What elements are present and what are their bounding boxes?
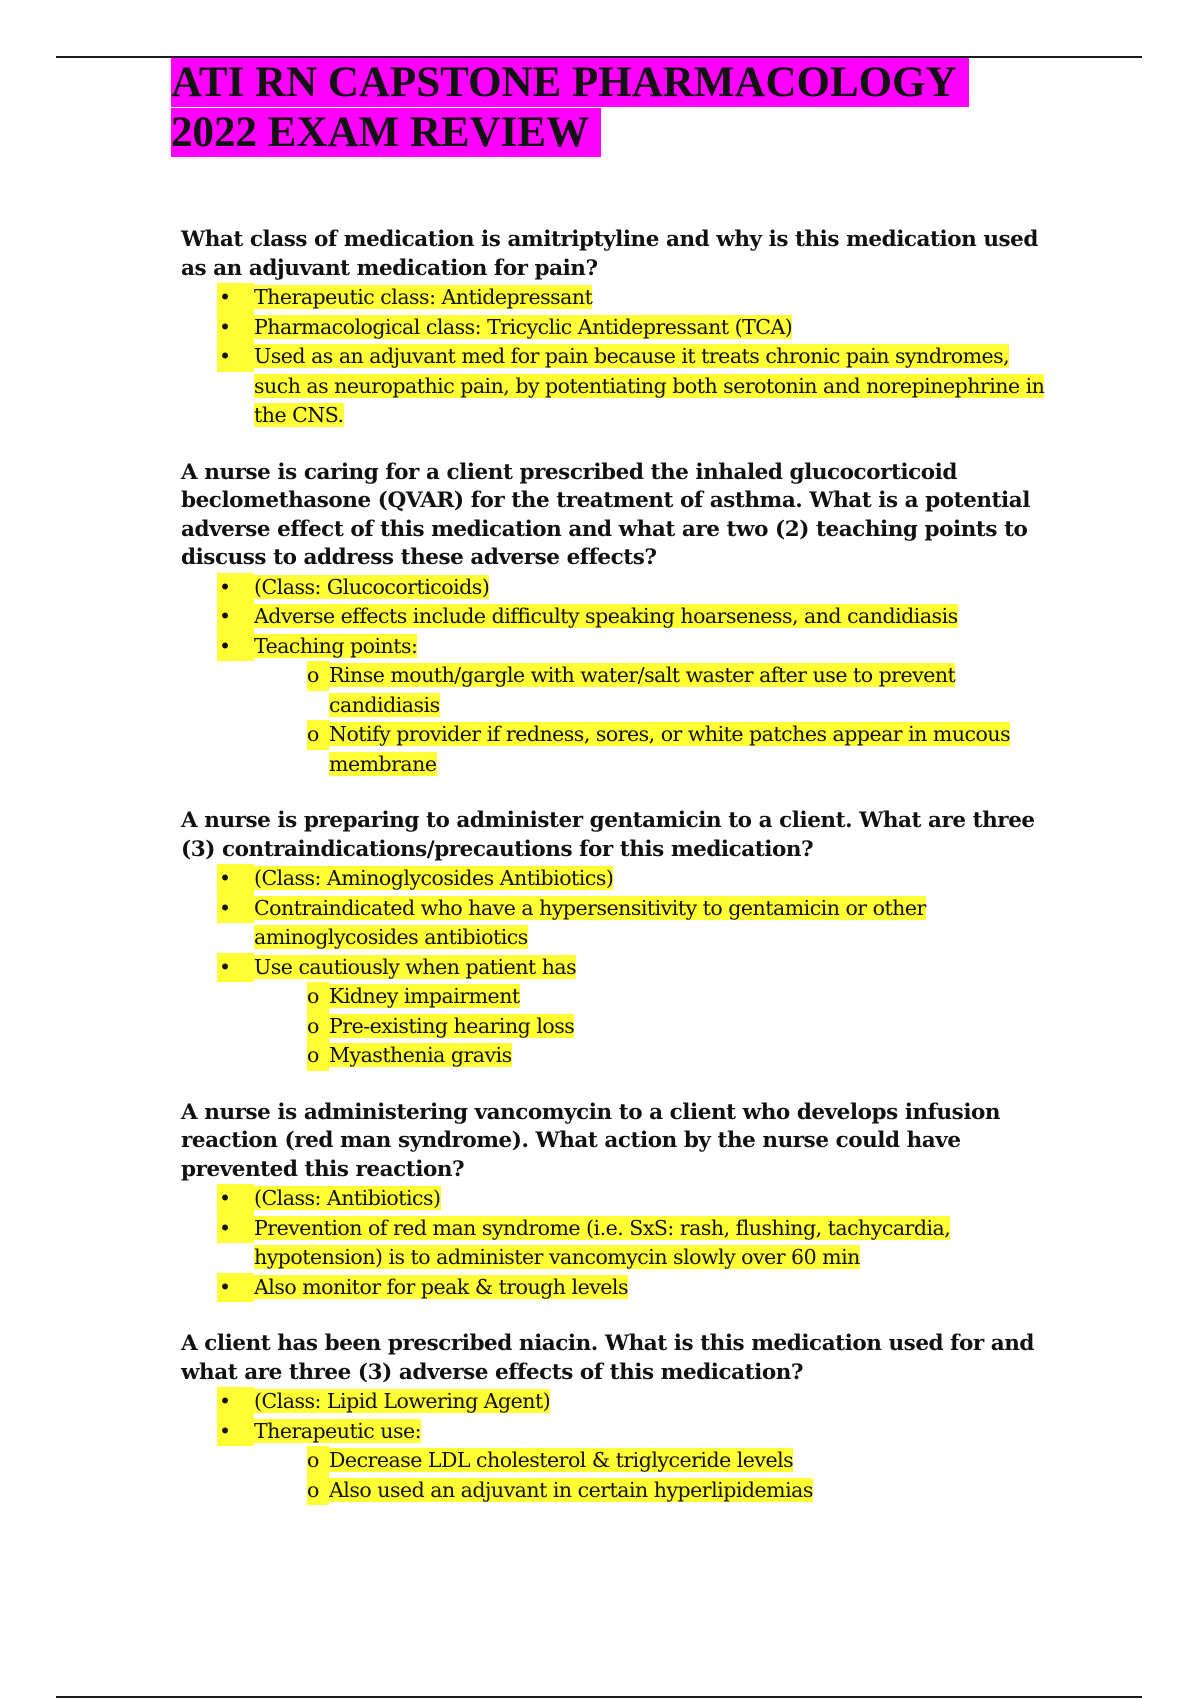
sub-answer-text: Kidney impairment xyxy=(329,984,520,1008)
circle-bullet-icon: o xyxy=(307,1041,329,1071)
answer-item xyxy=(181,953,1061,983)
bullet-icon: • xyxy=(217,1387,254,1417)
title-line-2: 2022 EXAM REVIEW xyxy=(171,108,601,157)
question-text: What class of medication is amitriptyline and why is this medication used as an adjuvant medication for pain? xyxy=(181,227,1038,281)
circle-bullet-icon: o xyxy=(307,1476,329,1506)
bullet-icon: • xyxy=(217,953,254,983)
answer-text: Contraindicated who have a hypersensitivity to gentamicin or other aminoglycosides antibiotics xyxy=(254,895,926,949)
bullet-icon: • xyxy=(217,313,254,343)
answer-text: Teaching points: xyxy=(254,633,418,658)
qa-section xyxy=(181,1330,1061,1505)
qa-section xyxy=(181,459,1061,780)
answer-text: Adverse effects include difficulty speaking hoarseness, and candidiasis xyxy=(254,604,958,628)
answer-item xyxy=(181,342,1061,431)
qa-section xyxy=(181,226,1061,431)
sub-answer-text: Decrease LDL cholesterol & triglyceride levels xyxy=(329,1448,794,1472)
circle-bullet-icon: o xyxy=(307,1012,329,1042)
answer-item xyxy=(181,602,1061,632)
answer-item xyxy=(181,894,1061,953)
question-text: A nurse is administering vancomycin to a client who develops infusion reaction (red man syndrome). What action by the nurse could have prevented this reaction? xyxy=(181,1099,1001,1182)
sub-answer-item xyxy=(181,1446,1061,1476)
answer-text: (Class: Lipid Lowering Agent) xyxy=(254,1389,551,1413)
answer-list xyxy=(181,283,1061,431)
bullet-icon: • xyxy=(217,1214,254,1244)
answer-text: (Class: Antibiotics) xyxy=(254,1186,441,1210)
circle-bullet-icon: o xyxy=(307,1446,329,1476)
answer-item xyxy=(181,1184,1061,1214)
bullet-icon: • xyxy=(217,573,254,603)
answer-text: Used as an adjuvant med for pain because it treats chronic pain syndromes, such as neuropathic pain, by potentiating both serotonin and norepinephrine in the CNS. xyxy=(254,344,1045,427)
answer-item xyxy=(181,1273,1061,1303)
qa-section xyxy=(181,807,1061,1071)
answer-item xyxy=(181,573,1061,603)
answer-text: Use cautiously when patient has xyxy=(254,954,577,979)
question-text: A nurse is caring for a client prescribed the inhaled glucocorticoid beclomethasone (QVAR) for the treatment of asthma. What is a potential adverse effect of this medication and what are two (2) teaching points to discuss to address these adverse effects? xyxy=(181,459,1030,570)
bullet-icon: • xyxy=(217,283,254,313)
answer-list xyxy=(181,1184,1061,1302)
answer-text: Prevention of red man syndrome (i.e. SxS: rash, flushing, tachycardia, hypotension) is to administer vancomycin slowly over 60 min xyxy=(254,1215,951,1269)
sub-answer-item xyxy=(181,1041,1061,1071)
answer-item xyxy=(181,1417,1061,1447)
bullet-icon: • xyxy=(217,864,254,894)
answer-list xyxy=(181,864,1061,1071)
sub-answer-text: Notify provider if redness, sores, or white patches appear in mucous membrane xyxy=(329,722,1011,776)
document-body xyxy=(181,226,1061,1533)
answer-text: (Class: Aminoglycosides Antibiotics) xyxy=(254,866,614,890)
bullet-icon: • xyxy=(217,894,254,924)
sub-answer-item xyxy=(181,1012,1061,1042)
answer-text: (Class: Glucocorticoids) xyxy=(254,574,490,599)
sub-answer-item xyxy=(181,982,1061,1012)
answer-item xyxy=(181,1214,1061,1273)
circle-bullet-icon: o xyxy=(307,720,329,750)
answer-item xyxy=(181,283,1061,313)
answer-item xyxy=(181,632,1061,662)
bullet-icon: • xyxy=(217,1273,254,1303)
bullet-icon: • xyxy=(217,602,254,632)
bottom-rule xyxy=(56,1696,1142,1698)
circle-bullet-icon: o xyxy=(307,661,329,691)
bullet-icon: • xyxy=(217,632,254,662)
answer-list xyxy=(181,573,1061,780)
sub-answer-text: Rinse mouth/gargle with water/salt waster after use to prevent candidiasis xyxy=(329,663,956,717)
bullet-icon: • xyxy=(217,1184,254,1214)
qa-section xyxy=(181,1099,1061,1303)
answer-item xyxy=(181,313,1061,343)
answer-item xyxy=(181,1387,1061,1417)
answer-text: Pharmacological class: Tricyclic Antidepressant (TCA) xyxy=(254,314,793,339)
answer-text: Also monitor for peak & trough levels xyxy=(254,1274,629,1299)
sub-answer-text: Also used an adjuvant in certain hyperlipidemias xyxy=(329,1477,813,1502)
circle-bullet-icon: o xyxy=(307,982,329,1012)
sub-answer-text: Myasthenia gravis xyxy=(329,1043,512,1067)
question-text: A nurse is preparing to administer gentamicin to a client. What are three (3) contraindications/precautions for this medication? xyxy=(181,808,1035,862)
answer-list xyxy=(181,1387,1061,1505)
sub-answer-text: Pre-existing hearing loss xyxy=(329,1013,575,1038)
title-line-1: ATI RN CAPSTONE PHARMACOLOGY xyxy=(171,58,969,107)
answer-item xyxy=(181,864,1061,894)
bullet-icon: • xyxy=(217,1417,254,1447)
bullet-icon: • xyxy=(217,342,254,372)
sub-answer-item xyxy=(181,661,1061,720)
sub-answer-item xyxy=(181,1476,1061,1506)
answer-text: Therapeutic use: xyxy=(254,1418,422,1443)
sub-answer-item xyxy=(181,720,1061,779)
answer-text: Therapeutic class: Antidepressant xyxy=(254,285,593,309)
question-text: A client has been prescribed niacin. What is this medication used for and what are three (3) adverse effects of this medication? xyxy=(181,1331,1035,1385)
document-title xyxy=(171,58,1001,158)
